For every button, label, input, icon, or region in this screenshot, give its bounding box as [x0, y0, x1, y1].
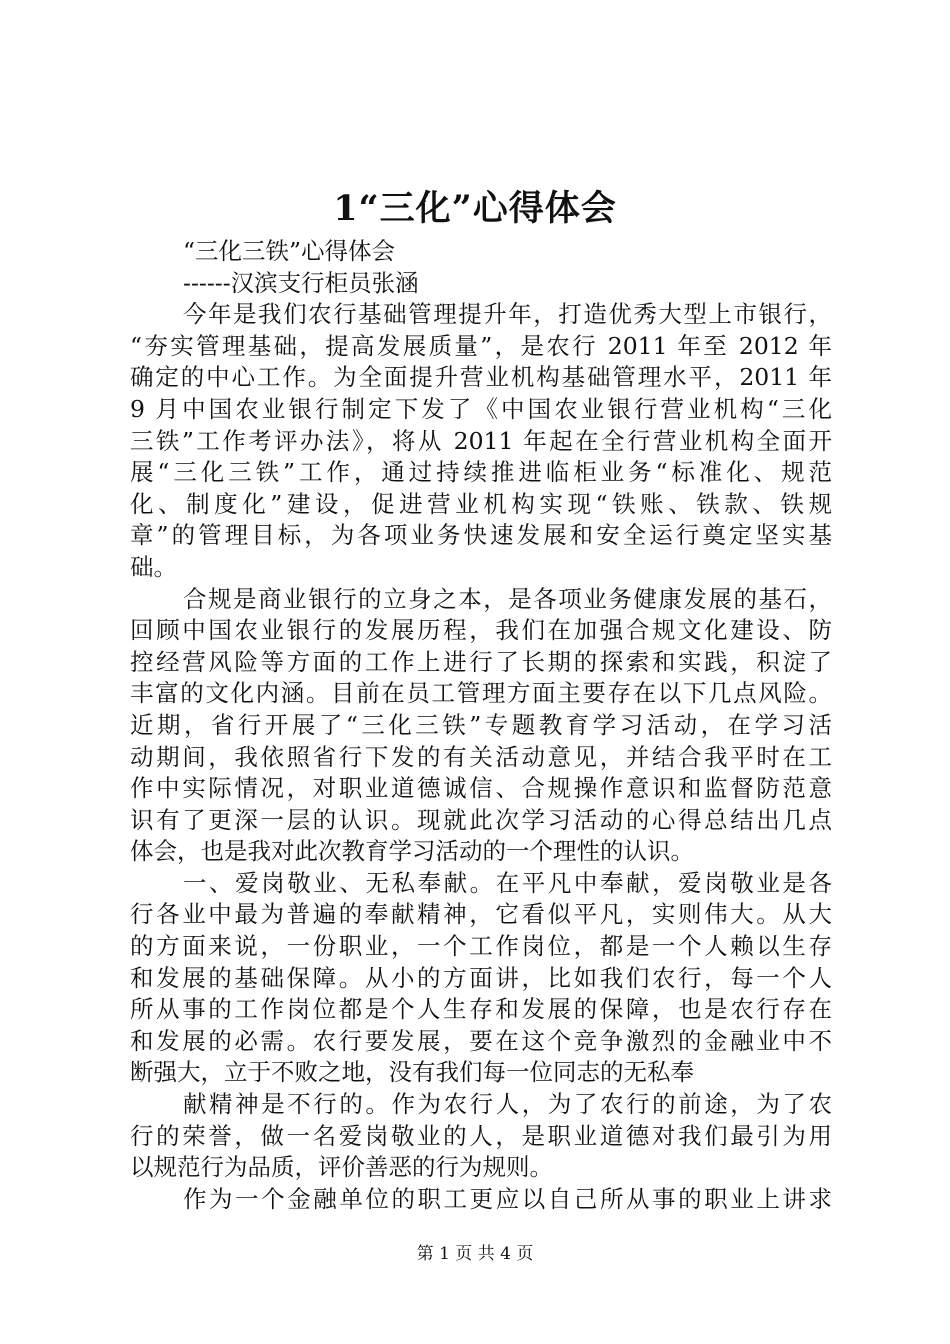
text-line: 展“三化三铁”工作，通过持续推进临柜业务“标准化、规范: [130, 458, 832, 487]
text-line: 控经营风险等方面的工作上进行了长期的探索和实践，积淀了: [130, 647, 832, 676]
text-line: 9 月中国农业银行制定下发了《中国农业银行营业机构“三化: [130, 394, 832, 423]
text-line: 行的荣誉，做一名爱岗敬业的人，是职业道德对我们最引为用: [130, 1121, 832, 1150]
text-line: 近期，省行开展了“三化三铁”专题教育学习活动，在学习活: [130, 710, 832, 739]
text-line: 所从事的工作岗位都是个人生存和发展的保障，也是农行存在: [130, 995, 832, 1024]
text-line: 章”的管理目标，为各项业务快速发展和安全运行奠定坚实基: [130, 521, 832, 550]
text-line: 一、爱岗敬业、无私奉献。在平凡中奉献，爱岗敬业是各: [183, 868, 832, 897]
text-line: 的方面来说，一份职业，一个工作岗位，都是一个人赖以生存: [130, 932, 832, 961]
document-body: [130, 236, 832, 1215]
text-line: 今年是我们农行基础管理提升年，打造优秀大型上市银行，: [183, 300, 832, 329]
text-line: 体会，也是我对此次教育学习活动的一个理性的认识。: [130, 837, 694, 866]
document-title: 1“三化”心得体会: [333, 188, 617, 229]
text-line: 回顾中国农业银行的发展历程，我们在加强合规文化建设、防: [130, 616, 832, 645]
text-line: 础。: [130, 552, 177, 581]
text-line: 献精神是不行的。作为农行人，为了农行的前途，为了农: [183, 1090, 832, 1119]
text-line: 合规是商业银行的立身之本，是各项业务健康发展的基石，: [183, 584, 832, 613]
text-line: 和发展的基础保障。从小的方面讲，比如我们农行，每一个人: [130, 963, 832, 992]
text-line: 作中实际情况，对职业道德诚信、合规操作意识和监督防范意: [130, 774, 832, 803]
text-line: 断强大，立于不败之地，没有我们每一位同志的无私奉: [130, 1058, 694, 1087]
text-line: 作为一个金融单位的职工更应以自己所从事的职业上讲求: [183, 1184, 832, 1213]
page-footer: 第 1 页 共 4 页: [416, 1244, 534, 1264]
text-line: 丰富的文化内涵。目前在员工管理方面主要存在以下几点风险。: [130, 679, 832, 708]
text-line: 动期间，我依照省行下发的有关活动意见，并结合我平时在工: [130, 742, 832, 771]
text-line: 识有了更深一层的认识。现就此次学习活动的心得总结出几点: [130, 805, 832, 834]
text-line: 以规范行为品质，评价善恶的行为规则。: [130, 1153, 553, 1182]
text-line: 确定的中心工作。为全面提升营业机构基础管理水平，2011 年: [130, 363, 832, 392]
text-line: 三铁”工作考评办法》，将从 2011 年起在全行营业机构全面开: [130, 426, 832, 455]
text-line: “夯实管理基础，提高发展质量”，是农行 2011 年至 2012 年: [130, 331, 832, 360]
text-line: 和发展的必需。农行要发展，要在这个竞争激烈的金融业中不: [130, 1026, 832, 1055]
text-line: ------汉滨支行柜员张涵: [183, 268, 419, 297]
text-line: 行各业中最为普遍的奉献精神，它看似平凡，实则伟大。从大: [130, 900, 832, 929]
text-line: 化、制度化”建设，促进营业机构实现“铁账、铁款、铁规: [130, 489, 832, 518]
text-line: “三化三铁”心得体会: [183, 237, 396, 265]
